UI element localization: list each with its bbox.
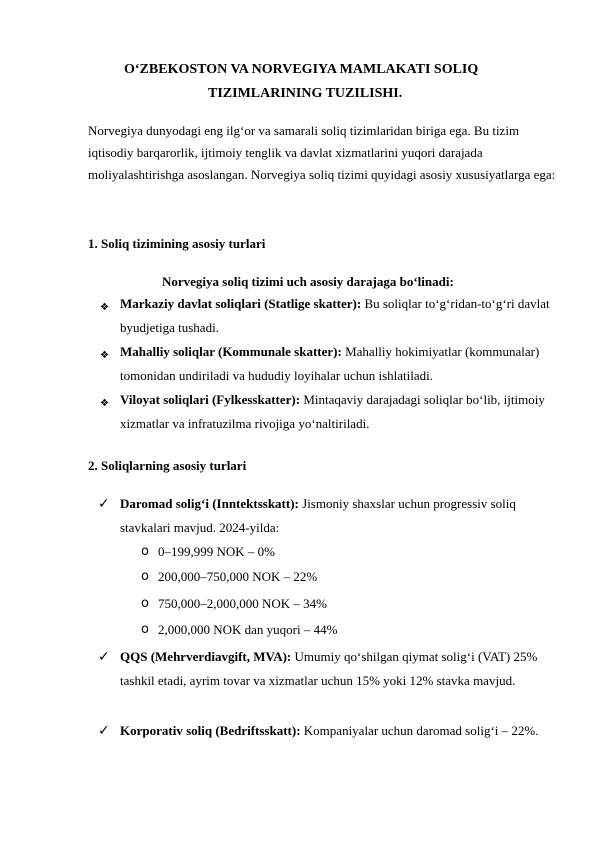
item-term: QQS (Mehrverdiavgift, MVA):	[120, 649, 292, 664]
item-text: Mahalliy hokimiyatlar (kommunalar) tomonidan undiriladi va hududiy loyihalar uchun ishlatiladi.	[120, 344, 540, 383]
list-item	[120, 388, 560, 436]
rate-item: 0–199,999 NOK – 0%	[158, 544, 275, 559]
section2-heading: 2. Soliqlarning asosiy turlari	[88, 458, 247, 473]
section1-heading: 1. Soliq tizimining asosiy turlari	[88, 236, 266, 251]
intro-paragraph: Norvegiya dunyodagi eng ilg‘or va samarali soliq tizimlaridan biriga ega. Bu tizim iqtisodiy barqarorlik, ijtimoiy tenglik va davlat xizmatlarini yuqori darajada moliyalashtirishga asoslangan. Norvegiya soliq tizimi quyidagi asosiy xususiyatlarga ega:	[88, 123, 556, 182]
item-term: Korporativ soliq (Bedriftsskatt):	[120, 723, 301, 738]
section1-subheading: Norvegiya soliq tizimi uch asosiy darajaga bo‘linadi:	[162, 274, 454, 289]
list-item	[120, 645, 560, 693]
hollow-circle-bullet-icon: o	[141, 596, 149, 611]
checkmark-icon: ✓	[98, 723, 110, 739]
list-item	[120, 492, 560, 540]
item-text: Kompaniyalar uchun daromad solig‘i – 22%.	[300, 723, 539, 738]
item-term: Markaziy davlat soliqlari (Statlige skatter):	[120, 296, 362, 311]
hollow-circle-bullet-icon: o	[141, 544, 149, 559]
diamond-bullet-icon: ❖	[100, 398, 109, 409]
list-item	[120, 292, 560, 340]
diamond-bullet-icon: ❖	[100, 350, 109, 361]
list-item	[120, 719, 560, 743]
item-text: Mintaqaviy darajadagi soliqlar bo‘lib, ijtimoiy xizmatlar va infratuzilma rivojiga yo‘naltiriladi.	[120, 392, 545, 431]
document-title-line1: O‘ZBEKOSTON VA NORVEGIYA MAMLAKATI SOLIQ	[124, 62, 479, 77]
item-text: Jismoniy shaxslar uchun progressiv soliq stavkalari mavjud. 2024-yilda:	[120, 496, 516, 535]
diamond-bullet-icon: ❖	[100, 302, 109, 313]
rate-item: 2,000,000 NOK dan yuqori – 44%	[158, 622, 338, 637]
rate-item: 200,000–750,000 NOK – 22%	[158, 569, 318, 584]
checkmark-icon: ✓	[98, 649, 110, 665]
list-item	[120, 340, 560, 388]
checkmark-icon: ✓	[98, 496, 110, 512]
item-term: Daromad solig‘i (Inntektsskatt):	[120, 496, 299, 511]
document-title-line2: TIZIMLARINING TUZILISHI.	[208, 86, 403, 101]
item-text: Umumiy qo‘shilgan qiymat solig‘i (VAT) 25% tashkil etadi, ayrim tovar va xizmatlar uchun 15% yoki 12% stavka mavjud.	[120, 649, 538, 688]
hollow-circle-bullet-icon: o	[141, 569, 149, 584]
item-term: Viloyat soliqlari (Fylkesskatter):	[120, 392, 301, 407]
rate-item: 750,000–2,000,000 NOK – 34%	[158, 596, 327, 611]
item-term: Mahalliy soliqlar (Kommunale skatter):	[120, 344, 342, 359]
hollow-circle-bullet-icon: o	[141, 622, 149, 637]
item-text: Bu soliqlar to‘g‘ridan-to‘g‘ri davlat byudjetiga tushadi.	[120, 296, 550, 335]
